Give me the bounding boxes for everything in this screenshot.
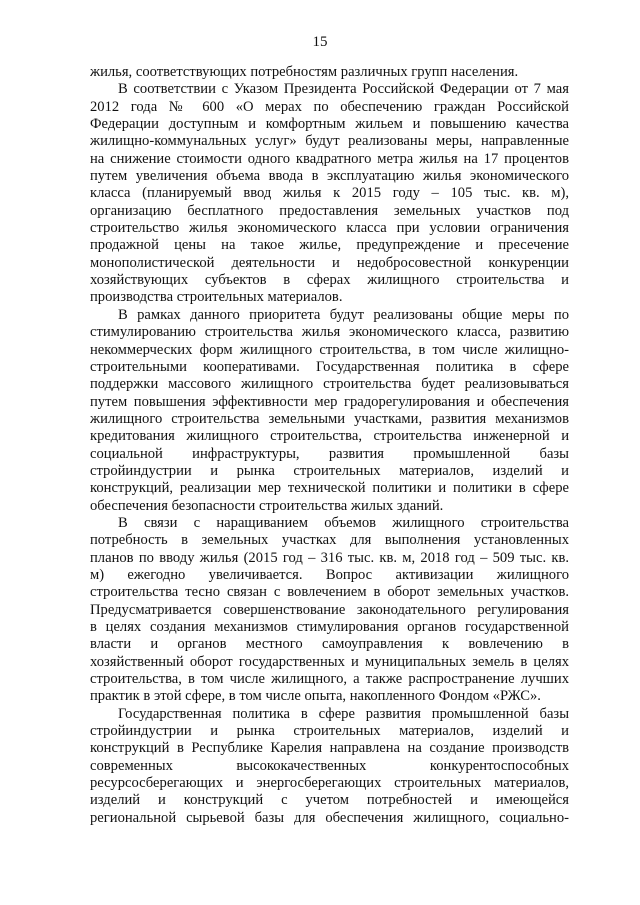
text-line: в целях создания механизмов стимулирования органов государственной xyxy=(90,619,569,635)
text-line: стройиндустрии и рынка строительных материалов, изделий и xyxy=(90,723,569,740)
text-line: монополистической деятельности и недобросовестной конкуренции xyxy=(90,254,569,271)
text-line: потребность в земельных участках для выполнения установленных xyxy=(90,532,569,549)
text-line: современных высококачественных конкурентоспособных xyxy=(90,757,569,774)
text-line: Предусматривается совершенствование законодательного регулирования xyxy=(90,601,569,618)
text-line: конструкций, реализации мер технической политики и политики в сфере xyxy=(90,480,569,497)
text-line: строительства, в том числе жилищного, а также распространение лучших xyxy=(90,671,569,688)
text-line: обеспечения безопасности строительства жилых зданий. xyxy=(90,497,444,514)
text-line: продажной цены на такое жилье, предупреждение и пресечение xyxy=(90,237,569,254)
text-line: планов по вводу жилья (2015 год – 316 тыс. кв. м, 2018 год – 509 тыс. кв. xyxy=(90,549,569,566)
text-line: власти и органов местного самоуправления к вовлечению в xyxy=(90,636,569,653)
text-line: В соответствии с Указом Президента Российской Федерации от 7 мая xyxy=(118,81,569,98)
text-line: хозяйствующих субъектов в сферах жилищного строительства и xyxy=(90,272,569,289)
page-number: 15 xyxy=(312,34,328,50)
text-line: В связи с наращиванием объемов жилищного строительства xyxy=(118,514,569,531)
text-line: путем повышения эффективности мер градорегулирования и обеспечения xyxy=(90,393,569,410)
text-line: практик в этой сфере, в том числе опыта, накопленного Фондом «РЖС». xyxy=(90,688,541,705)
text-line: стройиндустрии и рынка строительных материалов, изделий и xyxy=(90,462,569,479)
text-line: м) ежегодно увеличивается. Вопрос активизации жилищного xyxy=(90,566,569,583)
text-line: конструкций в Республике Карелия направлена на создание производств xyxy=(90,740,569,757)
text-line: социальной инфраструктуры, развития промышленной базы xyxy=(90,445,569,462)
text-line: региональной сырьевой базы для обеспечения жилищного, социально- xyxy=(90,809,569,826)
text-line: изделий и конструкций с учетом потребностей и имеющейся xyxy=(90,792,569,809)
text-line: стимулированию строительства жилья экономического класса, развитию xyxy=(90,324,569,341)
text-line: класса (планируемый ввод жилья к 2015 году – 105 тыс. кв. м), xyxy=(90,185,569,202)
body-text xyxy=(90,64,569,827)
text-line: путем увеличения объема ввода в эксплуатацию жилья экономического xyxy=(90,168,569,185)
text-line: организацию бесплатного предоставления земельных участков под xyxy=(90,202,569,219)
text-line: строительства тесно связан с вовлечением в оборот земельных участков. xyxy=(90,584,569,601)
text-line: строительство жилья экономического класса при условии ограничения xyxy=(90,220,569,237)
text-line: Федерации доступным и комфортным жильем и повышению качества xyxy=(90,116,569,133)
text-line: некоммерческих форм жилищного строительства, в том числе жилищно- xyxy=(90,341,569,358)
text-line: жилищно-коммунальных услуг» будут реализованы меры, направленные xyxy=(90,133,569,150)
text-line: строительными кооперативами. Государственная политика в сфере xyxy=(90,358,569,375)
text-line: на снижение стоимости одного квадратного метра жилья на 17 процентов xyxy=(90,150,569,167)
text-line: хозяйственный оборот государственных и муниципальных земель в целях xyxy=(90,653,569,670)
text-line: производства строительных материалов. xyxy=(90,289,343,306)
text-line: Государственная политика в сфере развития промышленной базы xyxy=(118,705,569,722)
text-line: ресурсосберегающих и энергосберегающих строительных материалов, xyxy=(90,775,569,792)
text-line: кредитования жилищного строительства, строительства инженерной и xyxy=(90,428,569,445)
text-line: жилья, соответствующих потребностям различных групп населения. xyxy=(90,64,519,80)
text-line: жилищного строительства земельными участками, развития механизмов xyxy=(90,410,569,427)
text-line: 2012 года № 600 «О мерах по обеспечению граждан Российской xyxy=(90,98,569,115)
text-line: поддержки массового жилищного строительства будет реализовываться xyxy=(90,376,569,393)
text-line: В рамках данного приоритета будут реализованы общие меры по xyxy=(118,306,569,323)
